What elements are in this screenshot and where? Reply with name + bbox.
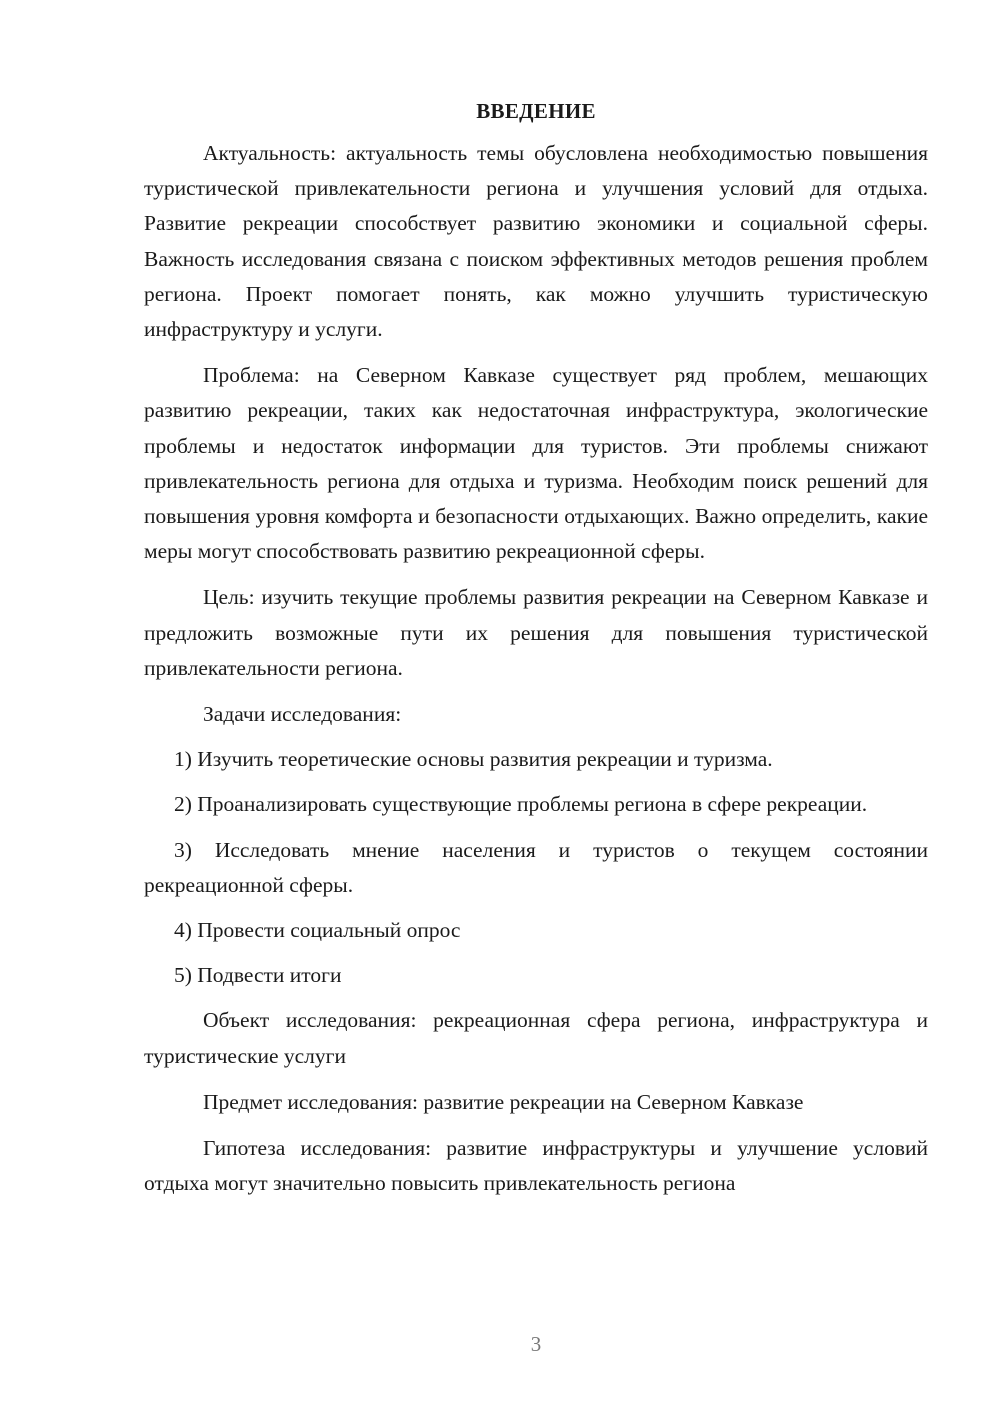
paragraph-relevance: Актуальность: актуальность темы обусловлена необходимостью повышения туристической привлекательности региона и улучшения условий для отдыха. Развитие рекреации способствует развитию экономики и социальной сферы. Важность исследования связана с поиском эффективных методов решения проблем региона. Проект помогает понять, как можно улучшить туристическую инфраструктуру и услуги. [144,141,928,342]
paragraph-tasks-heading: Задачи исследования: [203,702,402,727]
paragraph-subject: Предмет исследования: развитие рекреации на Северном Кавказе [203,1089,804,1114]
task-item-1: 1) Изучить теоретические основы развития рекреации и туризма. [174,747,773,772]
task-item-2: 2) Проанализировать существующие проблемы региона в сфере рекреации. [174,792,868,817]
paragraph-hypothesis: Гипотеза исследования: развитие инфраструктуры и улучшение условий отдыха могут значительно повысить привлекательность региона [144,1136,928,1196]
paragraph-problem: Проблема: на Северном Кавказе существует ряд проблем, мешающих развитию рекреации, таких как недостаточная инфраструктура, экологические проблемы и недостаток информации для туристов. Эти проблемы снижают привлекательность региона для отдыха и туризма. Необходим поиск решений для повышения уровня комфорта и безопасности отдыхающих. Важно определить, какие меры могут способствовать развитию рекреационной сферы. [144,363,928,564]
task-item-4: 4) Провести социальный опрос [174,918,461,943]
page-number: 3 [530,1332,542,1356]
task-item-3: 3) Исследовать мнение населения и туристов о текущем состоянии рекреационной сферы. [144,837,928,897]
page-content [144,94,928,1212]
task-item-5: 5) Подвести итоги [174,963,342,988]
section-title: ВВЕДЕНИЕ [476,99,596,123]
paragraph-goal: Цель: изучить текущие проблемы развития рекреации на Северном Кавказе и предложить возможные пути их решения для повышения туристической привлекательности региона. [144,585,928,680]
paragraph-object: Объект исследования: рекреационная сфера региона, инфраструктура и туристические услуги [144,1008,928,1068]
